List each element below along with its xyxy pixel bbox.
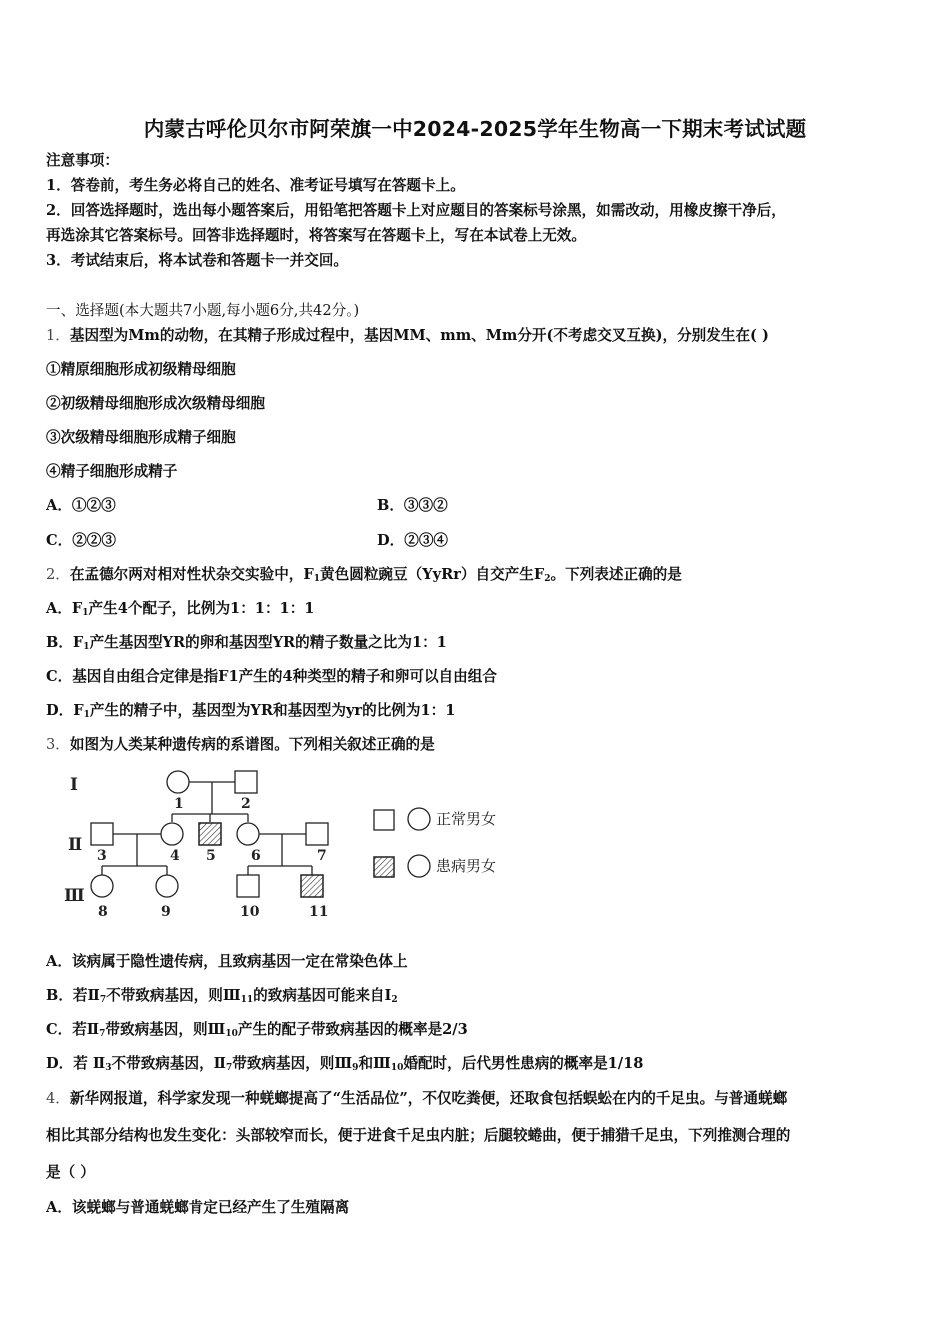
option-text: 的致病基因可能来自Ⅰ <box>253 987 392 1004</box>
subscript: 9 <box>352 1063 359 1073</box>
section-heading: 一、选择题(本大题共7小题,每小题6分,共42分。) <box>46 302 360 319</box>
notice-item: 3．考试结束后，将本试卷和答题卡一并交回。 <box>46 252 349 269</box>
id-label: 2 <box>241 796 251 812</box>
notice-item: 1．答卷前，考生务必将自己的姓名、准考证号填写在答题卡上。 <box>46 177 465 194</box>
question-2-stem <box>46 565 682 589</box>
question-number: 2． <box>46 566 70 583</box>
subscript: 2 <box>391 995 398 1005</box>
subscript: 1 <box>313 574 321 584</box>
question-4-stem-cont: 是（ ） <box>46 1164 95 1181</box>
q2-option-d[interactable] <box>46 701 455 725</box>
question-number: 3． <box>46 736 70 753</box>
option-text: 和Ⅲ <box>358 1055 391 1072</box>
id-label: 7 <box>317 848 327 864</box>
subscript: 11 <box>240 995 254 1005</box>
option-text: B．F <box>46 634 84 651</box>
individual-7 <box>306 823 328 845</box>
option-text: 产生的精子中，基因型为YR和基因型为yr的比例为1：1 <box>89 702 456 719</box>
subscript: 2 <box>544 574 551 584</box>
notice-item: 再选涂其它答案标号。回答非选择题时，将答案写在答题卡上，写在本试卷上无效。 <box>46 227 586 244</box>
q1-item: ④精子细胞形成精子 <box>46 463 178 480</box>
q1-option-c[interactable]: C．②②③ <box>46 532 116 549</box>
legend-affected-female <box>408 855 430 877</box>
id-label: 6 <box>251 848 261 864</box>
question-number: 1． <box>46 327 70 344</box>
question-text: 基因型为Mm的动物，在其精子形成过程中，基因MM、mm、Mm分开(不考虑交叉互换)，分别发生在( ) <box>69 327 769 344</box>
question-number: 4． <box>46 1090 70 1107</box>
q1-item: ③次级精母细胞形成精子细胞 <box>46 429 236 446</box>
option-text: 带致病基因，则Ⅲ <box>105 1021 226 1038</box>
q3-option-a[interactable]: A．该病属于隐性遗传病，且致病基因一定在常染色体上 <box>46 953 408 970</box>
individual-9 <box>156 875 178 897</box>
q3-option-b[interactable] <box>46 986 398 1010</box>
option-text: 不带致病基因，则Ⅲ <box>106 987 241 1004</box>
subscript: 1 <box>82 608 89 618</box>
individual-1 <box>167 771 189 793</box>
page-title: 内蒙古呼伦贝尔市阿荣旗一中2024-2025学年生物高一下期末考试试题 <box>143 117 807 141</box>
option-text: 不带致病基因，Ⅱ <box>111 1055 226 1072</box>
generation-label-3: Ⅲ <box>64 886 85 906</box>
individual-3 <box>91 823 113 845</box>
id-label: 9 <box>161 904 171 920</box>
q3-option-c[interactable] <box>46 1020 468 1044</box>
option-text: C．若Ⅱ <box>46 1021 100 1038</box>
individual-8 <box>91 875 113 897</box>
id-label: 4 <box>170 848 180 864</box>
q1-item: ②初级精母细胞形成次级精母细胞 <box>46 395 265 412</box>
q4-option-a[interactable]: A．该蜣螂与普通蜣螂肯定已经产生了生殖隔离 <box>46 1199 350 1216</box>
legend-normal-label: 正常男女 <box>436 810 497 828</box>
individual-11 <box>301 875 323 897</box>
individual-4 <box>161 823 183 845</box>
q2-option-b[interactable] <box>46 633 447 657</box>
question-text: 新华网报道，科学家发现一种蜣螂提高了“生活品位”，不仅吃粪便，还取食包括蜈蚣在内的千足虫。与普通蜣螂 <box>69 1090 788 1107</box>
option-text: 产生的配子带致病基因的概率是2/3 <box>237 1021 468 1038</box>
option-text: 带致病基因，则Ⅲ <box>232 1055 353 1072</box>
legend-affected-male <box>374 857 394 877</box>
subscript: 10 <box>390 1063 404 1073</box>
option-text: A．F <box>46 600 83 617</box>
question-text: 。下列表述正确的是 <box>550 566 682 583</box>
individual-2 <box>235 771 257 793</box>
option-text: 婚配时，后代男性患病的概率是1/18 <box>403 1055 644 1072</box>
question-4-stem <box>46 1089 787 1109</box>
q1-option-b[interactable]: B．③③② <box>377 497 448 514</box>
option-text: 产生基因型YR的卵和基因型YR的精子数量之比为1：1 <box>89 634 447 651</box>
subscript: 1 <box>83 710 90 720</box>
generation-label-2: Ⅱ <box>68 835 83 855</box>
id-label: 10 <box>240 904 260 920</box>
question-text: 在孟德尔两对相对性状杂交实验中，F <box>69 566 314 583</box>
individual-6 <box>237 823 259 845</box>
subscript: 7 <box>99 995 107 1005</box>
id-label: 11 <box>309 904 329 920</box>
legend-normal-male <box>374 810 394 830</box>
individual-5 <box>199 823 221 845</box>
question-4-stem-cont: 相比其部分结构也发生变化：头部较窄而长，便于进食千足虫内脏；后腿较蜷曲，便于捕猎千足虫，下列推测合理的 <box>46 1127 791 1144</box>
subscript: 7 <box>225 1063 233 1073</box>
q1-item: ①精原细胞形成初级精母细胞 <box>46 361 236 378</box>
option-text: D．F <box>46 702 84 719</box>
subscript: 7 <box>99 1029 106 1039</box>
option-text: D．若 Ⅱ <box>46 1055 106 1072</box>
subscript: 10 <box>225 1029 238 1039</box>
question-text: 如图为人类某种遗传病的系谱图。下列相关叙述正确的是 <box>69 736 435 753</box>
option-text: B．若Ⅱ <box>46 987 100 1004</box>
question-1-stem <box>46 326 769 346</box>
subscript: 3 <box>105 1063 112 1073</box>
individual-10 <box>237 875 259 897</box>
id-label: 5 <box>206 848 216 864</box>
legend-affected-label: 患病男女 <box>436 857 497 875</box>
option-text: 产生4个配子，比例为1：1：1：1 <box>88 600 315 617</box>
subscript: 1 <box>83 642 90 652</box>
question-3-stem <box>46 735 435 755</box>
question-text: 黄色圆粒豌豆（YyRr）自交产生F <box>320 566 545 583</box>
id-label: 8 <box>98 904 108 920</box>
pedigree-chart <box>60 766 530 926</box>
notice-item: 2．回答选择题时，选出每小题答案后，用铅笔把答题卡上对应题目的答案标号涂黑，如需改动，用橡皮擦干净后， <box>46 202 786 219</box>
q3-option-d[interactable] <box>46 1054 643 1078</box>
legend-normal-female <box>408 808 430 830</box>
q1-option-d[interactable]: D．②③④ <box>377 532 449 549</box>
q2-option-c[interactable]: C．基因自由组合定律是指F1产生的4种类型的精子和卵可以自由组合 <box>46 668 497 685</box>
id-label: 3 <box>97 848 107 864</box>
generation-label-1: Ⅰ <box>70 775 78 795</box>
id-label: 1 <box>174 796 184 812</box>
notice-heading: 注意事项： <box>46 152 119 169</box>
q1-option-a[interactable]: A．①②③ <box>46 497 116 514</box>
q2-option-a[interactable] <box>46 599 314 623</box>
